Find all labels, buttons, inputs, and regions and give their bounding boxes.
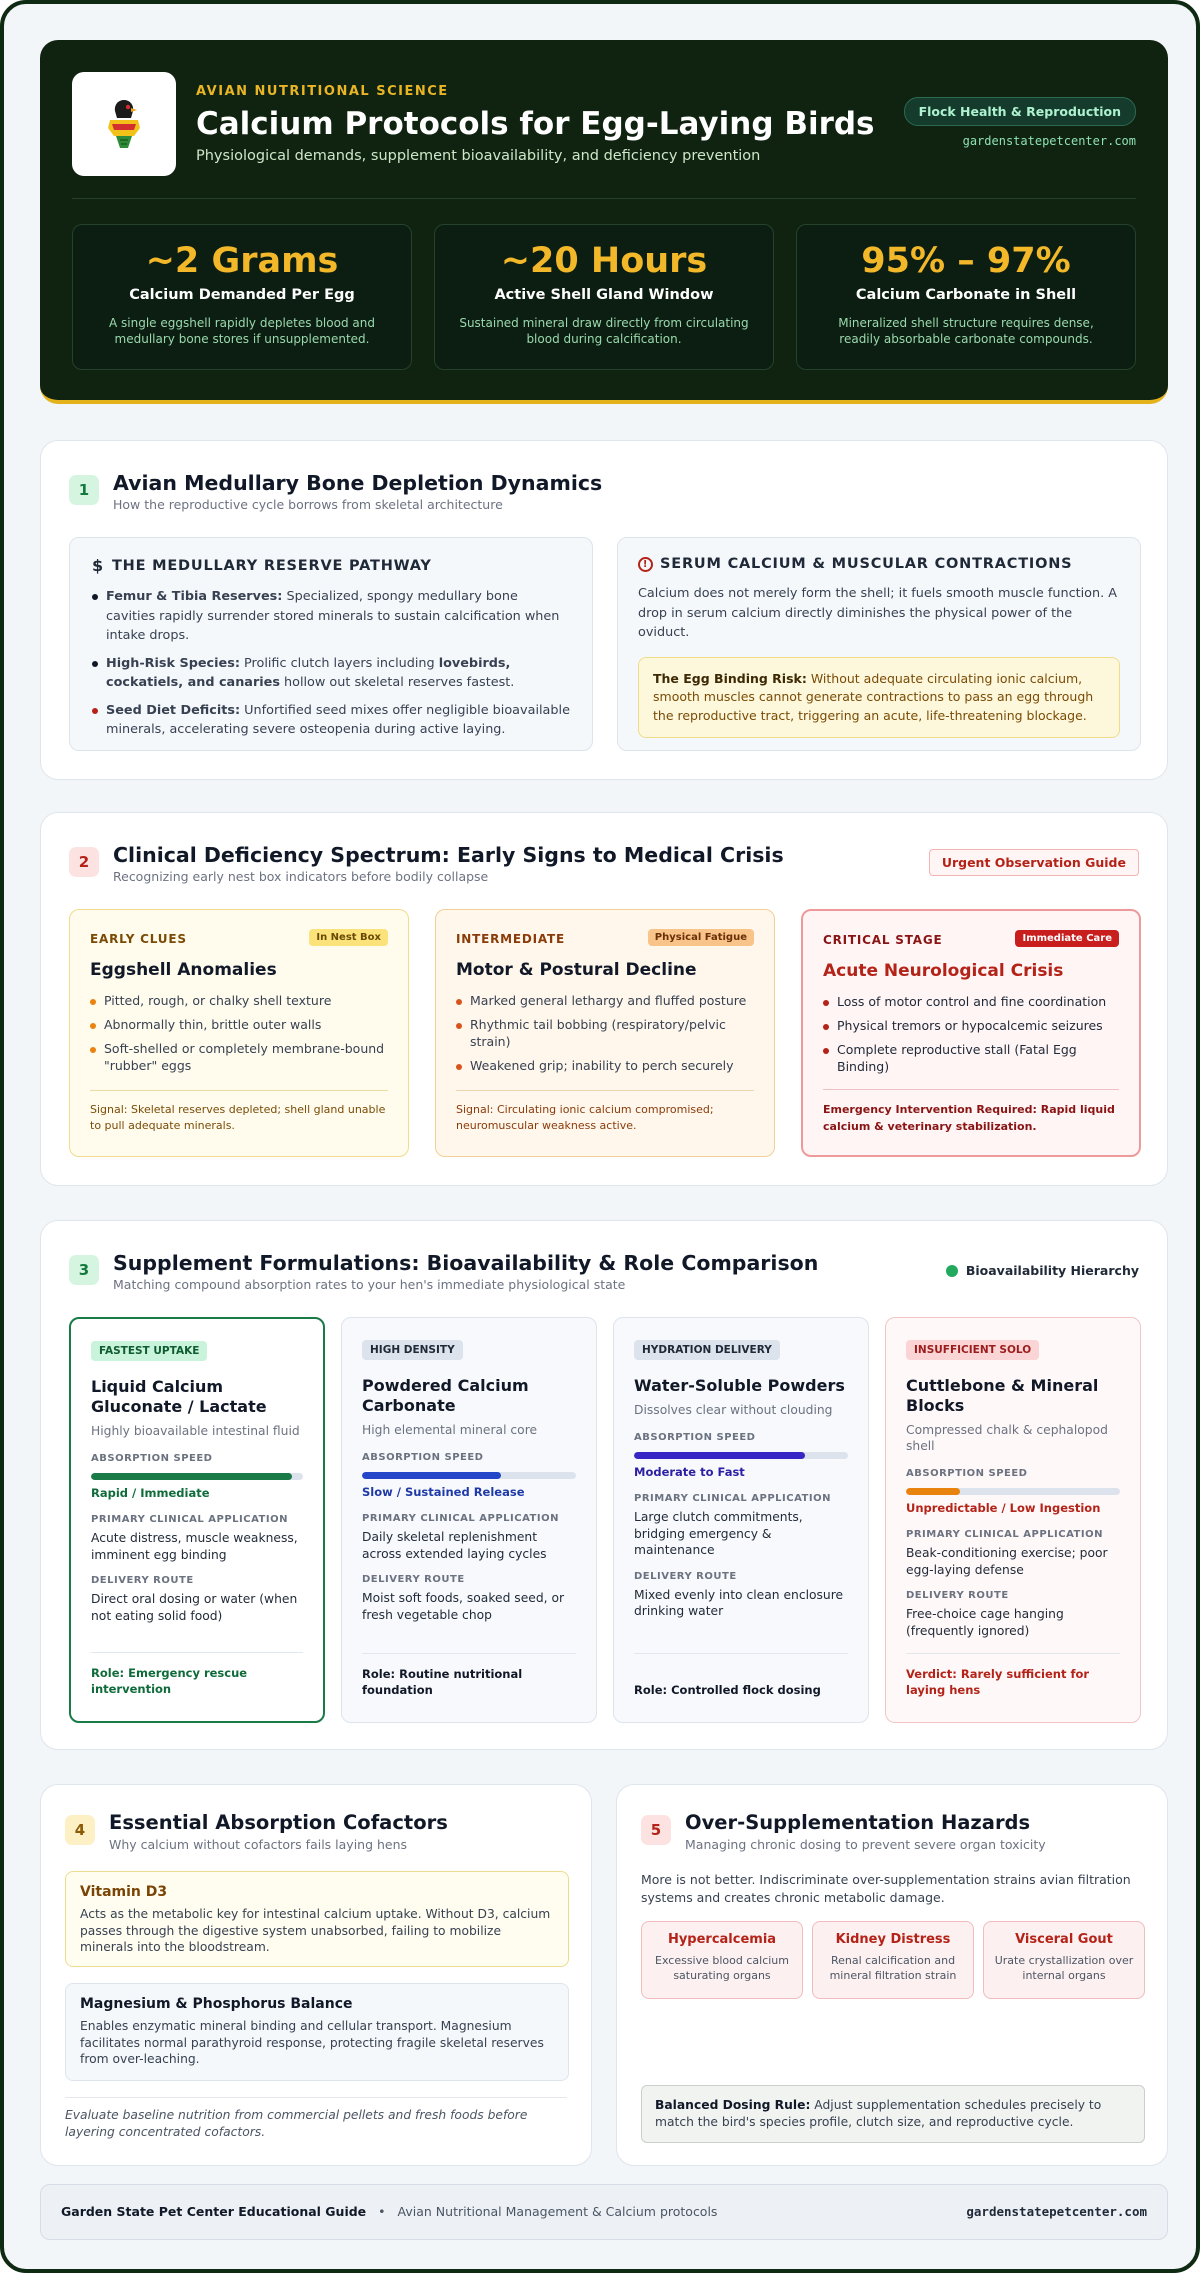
hazard-card (983, 1921, 1145, 1999)
section-supplement-formulations (40, 1220, 1168, 1750)
list-item (92, 654, 570, 693)
absorption-speed-value: Moderate to Fast (634, 1465, 745, 1479)
clinical-application-text: Beak-conditioning exercise; poor egg-laying defense (906, 1546, 1108, 1577)
callout-label: The Egg Binding Risk: (653, 670, 807, 686)
item-text: Specialized, spongy medullary bone cavities rapidly surrender stored minerals to sustain calcification when intake drops. (106, 589, 560, 643)
panel-heading: SERUM CALCIUM & MUSCULAR CONTRACTIONS (660, 556, 1073, 572)
list-item: Soft-shelled or completely membrane-bound "rubber" eggs (90, 1040, 390, 1074)
panel-heading: THE MEDULLARY RESERVE PATHWAY (111, 557, 432, 574)
supplement-tag: INSUFFICIENT SOLO (906, 1340, 1039, 1360)
stat-description: A single eggshell rapidly depletes blood and medullary bone stores if unsupplemented. (109, 316, 375, 346)
stage-signal: Emergency Intervention Required: Rapid liquid calcium & veterinary stabilization. (823, 1103, 1115, 1133)
panel-body: Calcium does not merely form the shell; it fuels smooth muscle function. A drop in serum calcium directly diminishes the physical power of the oviduct. (638, 586, 1118, 640)
stage-label: CRITICAL STAGE (823, 933, 943, 947)
section-title: Clinical Deficiency Spectrum: Early Signs to Medical Crisis (113, 843, 784, 867)
page-footer (40, 2184, 1168, 2240)
stage-tag: Immediate Care (1015, 930, 1119, 947)
absorption-speed-bar (634, 1452, 848, 1459)
stage-title: Acute Neurological Crisis (823, 961, 1064, 981)
hazard-text: Urate crystallization over internal organs (994, 1954, 1134, 1982)
stage-signal: Signal: Skeletal reserves depleted; shell gland unable to pull adequate minerals. (90, 1103, 386, 1132)
delivery-route-text: Mixed evenly into clean enclosure drinking water (634, 1587, 844, 1618)
clinical-application-text: Acute distress, muscle weakness, imminent egg binding (91, 1531, 298, 1562)
supplement-title: Water-Soluble Powders (634, 1376, 845, 1395)
delivery-route-label: DELIVERY ROUTE (634, 1570, 737, 1582)
dosing-rule-callout (641, 2085, 1145, 2143)
supplement-card (341, 1317, 597, 1723)
supplement-subtitle: High elemental mineral core (362, 1423, 538, 1437)
section-subtitle: Why calcium without cofactors fails laying hens (109, 1837, 408, 1852)
supplement-title: Cuttlebone & Mineral Blocks (906, 1376, 1099, 1415)
delivery-route-label: DELIVERY ROUTE (906, 1590, 1009, 1601)
section-subtitle: Matching compound absorption rates to your hen's immediate physiological state (113, 1277, 626, 1292)
stat-value: ~20 Hours (500, 241, 708, 281)
section-subtitle: Managing chronic dosing to prevent severe organ toxicity (685, 1837, 1046, 1852)
absorption-speed-bar (906, 1488, 1120, 1495)
medullary-reserve-panel (69, 537, 593, 751)
item-text: Unfortified seed mixes offer negligible bioavailable minerals, accelerating severe osteopenia during active laying. (106, 702, 570, 737)
stage-card-intermediate (435, 909, 775, 1157)
supplement-title: Powdered Calcium Carbonate (362, 1376, 529, 1415)
supplement-card (885, 1317, 1141, 1723)
footer-separator: • (378, 2204, 386, 2219)
absorption-speed-bar (362, 1472, 576, 1479)
supplement-tag: HIGH DENSITY (362, 1340, 463, 1360)
stat-description: Mineralized shell structure requires dense, readily absorbable carbonate compounds. (838, 316, 1094, 346)
cofactor-text: Acts as the metabolic key for intestinal calcium uptake. Without D3, calcium passes through the digestive system unabsorbed, failing to mobilize minerals into the bloodstream. (80, 1907, 551, 1954)
rule-label: Balanced Dosing Rule: (655, 2098, 811, 2112)
delivery-route-text: Free-choice cage hanging (frequently ignored) (906, 1607, 1064, 1638)
section-subtitle: Recognizing early nest box indicators before bodily collapse (113, 869, 489, 884)
supplement-subtitle: Compressed chalk & cephalopod shell (906, 1423, 1108, 1453)
clinical-application-label: PRIMARY CLINICAL APPLICATION (906, 1529, 1103, 1540)
hazards-intro: More is not better. Indiscriminate over-supplementation strains avian filtration systems and creates chronic metabolic damage. (641, 1872, 1131, 1905)
stat-card (434, 224, 774, 370)
bioavailability-legend (946, 1263, 1139, 1278)
category-badge: Flock Health & Reproduction (904, 97, 1136, 126)
list-item: Physical tremors or hypocalcemic seizures (823, 1017, 1121, 1034)
hazard-card (641, 1921, 803, 1999)
stage-card-critical (801, 909, 1141, 1157)
item-text: Prolific clutch layers including (239, 655, 439, 671)
stat-label: Active Shell Gland Window (494, 287, 714, 303)
hazard-title: Visceral Gout (1015, 1932, 1113, 1947)
section-title: Avian Medullary Bone Depletion Dynamics (113, 471, 603, 495)
serum-calcium-panel (617, 537, 1141, 751)
absorption-speed-label: ABSORPTION SPEED (362, 1452, 484, 1463)
section-subtitle: How the reproductive cycle borrows from skeletal architecture (113, 497, 503, 512)
stat-label: Calcium Carbonate in Shell (855, 287, 1077, 303)
hazard-text: Excessive blood calcium saturating organs (655, 1954, 789, 1982)
supplement-subtitle: Highly bioavailable intestinal fluid (91, 1424, 300, 1438)
footer-url[interactable]: gardenstatepetcenter.com (966, 2204, 1147, 2219)
stage-title: Eggshell Anomalies (90, 960, 277, 980)
supplement-subtitle: Dissolves clear without clouding (634, 1403, 833, 1417)
delivery-route-text: Moist soft foods, soaked seed, or fresh vegetable chop (362, 1591, 565, 1622)
section-title: Supplement Formulations: Bioavailability & Role Comparison (113, 1251, 819, 1275)
cofactor-note: Evaluate baseline nutrition from commercial pellets and fresh foods before layering concentrated cofactors. (65, 2108, 528, 2139)
stage-label: EARLY CLUES (90, 932, 187, 946)
stage-title: Motor & Postural Decline (456, 960, 697, 980)
section-medullary-bone (40, 440, 1168, 780)
list-item: Weakened grip; inability to perch securely (456, 1057, 756, 1074)
egg-binding-callout (638, 657, 1120, 739)
page-subtitle: Physiological demands, supplement bioavailability, and deficiency prevention (196, 148, 761, 164)
clinical-application-text: Daily skeletal replenishment across extended laying cycles (362, 1530, 547, 1561)
section-number: 3 (69, 1255, 99, 1285)
cofactor-box-magnesium (65, 1983, 569, 2081)
section-number: 2 (69, 847, 99, 877)
hazard-text: Renal calcification and mineral filtration strain (829, 1954, 957, 1982)
absorption-speed-bar (91, 1473, 303, 1480)
item-label: High-Risk Species: (106, 655, 240, 671)
supplement-card (613, 1317, 869, 1723)
stage-tag: Physical Fatigue (648, 929, 754, 946)
hazard-title: Kidney Distress (835, 1932, 951, 1947)
absorption-speed-label: ABSORPTION SPEED (91, 1453, 213, 1464)
delivery-route-label: DELIVERY ROUTE (362, 1574, 465, 1585)
item-emphasis: lovebirds, cockatiels, and canaries (106, 655, 511, 690)
callout-text: Without adequate circulating ionic calcium, smooth muscles cannot generate contractions to pass an egg through the reproductive tract, triggering an acute, life-threatening blockage. (653, 670, 1094, 723)
absorption-speed-value: Slow / Sustained Release (362, 1485, 525, 1499)
stat-card (72, 224, 412, 370)
hero-header (40, 40, 1168, 404)
supplement-tag: HYDRATION DELIVERY (634, 1340, 780, 1360)
supplement-title: Liquid Calcium Gluconate / Lactate (91, 1377, 267, 1416)
cofactor-title: Magnesium & Phosphorus Balance (80, 1996, 353, 2012)
legend-dot-icon (946, 1265, 958, 1277)
clinical-application-label: PRIMARY CLINICAL APPLICATION (91, 1514, 288, 1525)
stage-signal: Signal: Circulating ionic calcium compromised; neuromuscular weakness active. (456, 1103, 714, 1132)
stage-label: INTERMEDIATE (456, 932, 566, 946)
footer-brand: Garden State Pet Center Educational Guide (61, 2204, 367, 2219)
page-title: Calcium Protocols for Egg-Laying Birds (196, 106, 875, 142)
item-text: hollow out skeletal reserves fastest. (279, 675, 515, 690)
legend-label: Bioavailability Hierarchy (965, 1263, 1139, 1278)
list-item: Loss of motor control and fine coordination (823, 993, 1121, 1010)
list-item: Marked general lethargy and fluffed posture (456, 992, 756, 1009)
section-number: 5 (641, 1815, 671, 1845)
hazard-card (812, 1921, 974, 1999)
clinical-application-label: PRIMARY CLINICAL APPLICATION (634, 1493, 831, 1504)
hero-divider (72, 198, 1136, 199)
supplement-role: Role: Controlled flock dosing (634, 1683, 821, 1697)
clinical-application-label: PRIMARY CLINICAL APPLICATION (362, 1513, 559, 1524)
hazard-title: Hypercalcemia (667, 1932, 777, 1947)
list-item (92, 587, 570, 646)
supplement-card (69, 1317, 325, 1723)
list-item: Abnormally thin, brittle outer walls (90, 1016, 390, 1033)
supplement-tag: FASTEST UPTAKE (91, 1341, 207, 1361)
rule-text: Adjust supplementation schedules precisely to match the bird's species profile, clutch size, and reproductive cycle. (655, 2098, 1102, 2129)
stat-value: 95% – 97% (861, 241, 1071, 281)
supplement-role: Role: Emergency rescue intervention (91, 1666, 248, 1696)
stat-value: ~2 Grams (145, 241, 339, 281)
urgent-guide-badge: Urgent Observation Guide (929, 849, 1139, 876)
alert-circle-icon: ! (638, 557, 653, 572)
item-label: Seed Diet Deficits: (106, 702, 241, 718)
section-over-supplementation (616, 1784, 1168, 2166)
stage-tag: In Nest Box (309, 929, 388, 946)
cofactor-box-vitamin-d3 (65, 1871, 569, 1967)
dollar-icon: $ (92, 556, 104, 575)
section-number: 4 (65, 1815, 95, 1845)
hero-kicker: AVIAN NUTRITIONAL SCIENCE (196, 84, 449, 99)
stat-card (796, 224, 1136, 370)
supplement-role: Role: Routine nutritional foundation (362, 1667, 523, 1697)
absorption-speed-value: Rapid / Immediate (91, 1486, 210, 1500)
list-item: Pitted, rough, or chalky shell texture (90, 992, 390, 1009)
cofactor-text: Enables enzymatic mineral binding and cellular transport. Magnesium facilitates normal parathyroid response, protecting fragile skeletal reserves from over-leaching. (80, 2019, 544, 2066)
cofactor-title: Vitamin D3 (80, 1884, 168, 1900)
list-item: Complete reproductive stall (Fatal Egg Binding) (823, 1041, 1121, 1075)
site-url[interactable]: gardenstatepetcenter.com (962, 134, 1136, 148)
section-number: 1 (69, 475, 99, 505)
list-item (92, 701, 570, 740)
absorption-speed-value: Unpredictable / Low Ingestion (906, 1501, 1101, 1515)
supplement-role: Verdict: Rarely sufficient for laying hens (906, 1667, 1090, 1697)
absorption-speed-label: ABSORPTION SPEED (906, 1468, 1028, 1479)
section-cofactors (40, 1784, 592, 2166)
section-title: Essential Absorption Cofactors (109, 1811, 448, 1834)
stat-description: Sustained mineral draw directly from circulating blood during calcification. (459, 316, 749, 346)
delivery-route-text: Direct oral dosing or water (when not eating solid food) (91, 1592, 298, 1623)
section-title: Over-Supplementation Hazards (685, 1811, 1031, 1834)
section-deficiency-spectrum (40, 812, 1168, 1186)
stage-card-early (69, 909, 409, 1157)
clinical-application-text: Large clutch commitments, bridging emergency & maintenance (634, 1510, 803, 1557)
brand-logo (72, 72, 176, 176)
item-label: Femur & Tibia Reserves: (106, 589, 283, 604)
footer-description: Avian Nutritional Management & Calcium protocols (397, 2204, 718, 2219)
delivery-route-label: DELIVERY ROUTE (91, 1575, 194, 1586)
stat-label: Calcium Demanded Per Egg (129, 287, 355, 303)
list-item: Rhythmic tail bobbing (respiratory/pelvic strain) (456, 1016, 756, 1050)
absorption-speed-label: ABSORPTION SPEED (634, 1432, 756, 1443)
